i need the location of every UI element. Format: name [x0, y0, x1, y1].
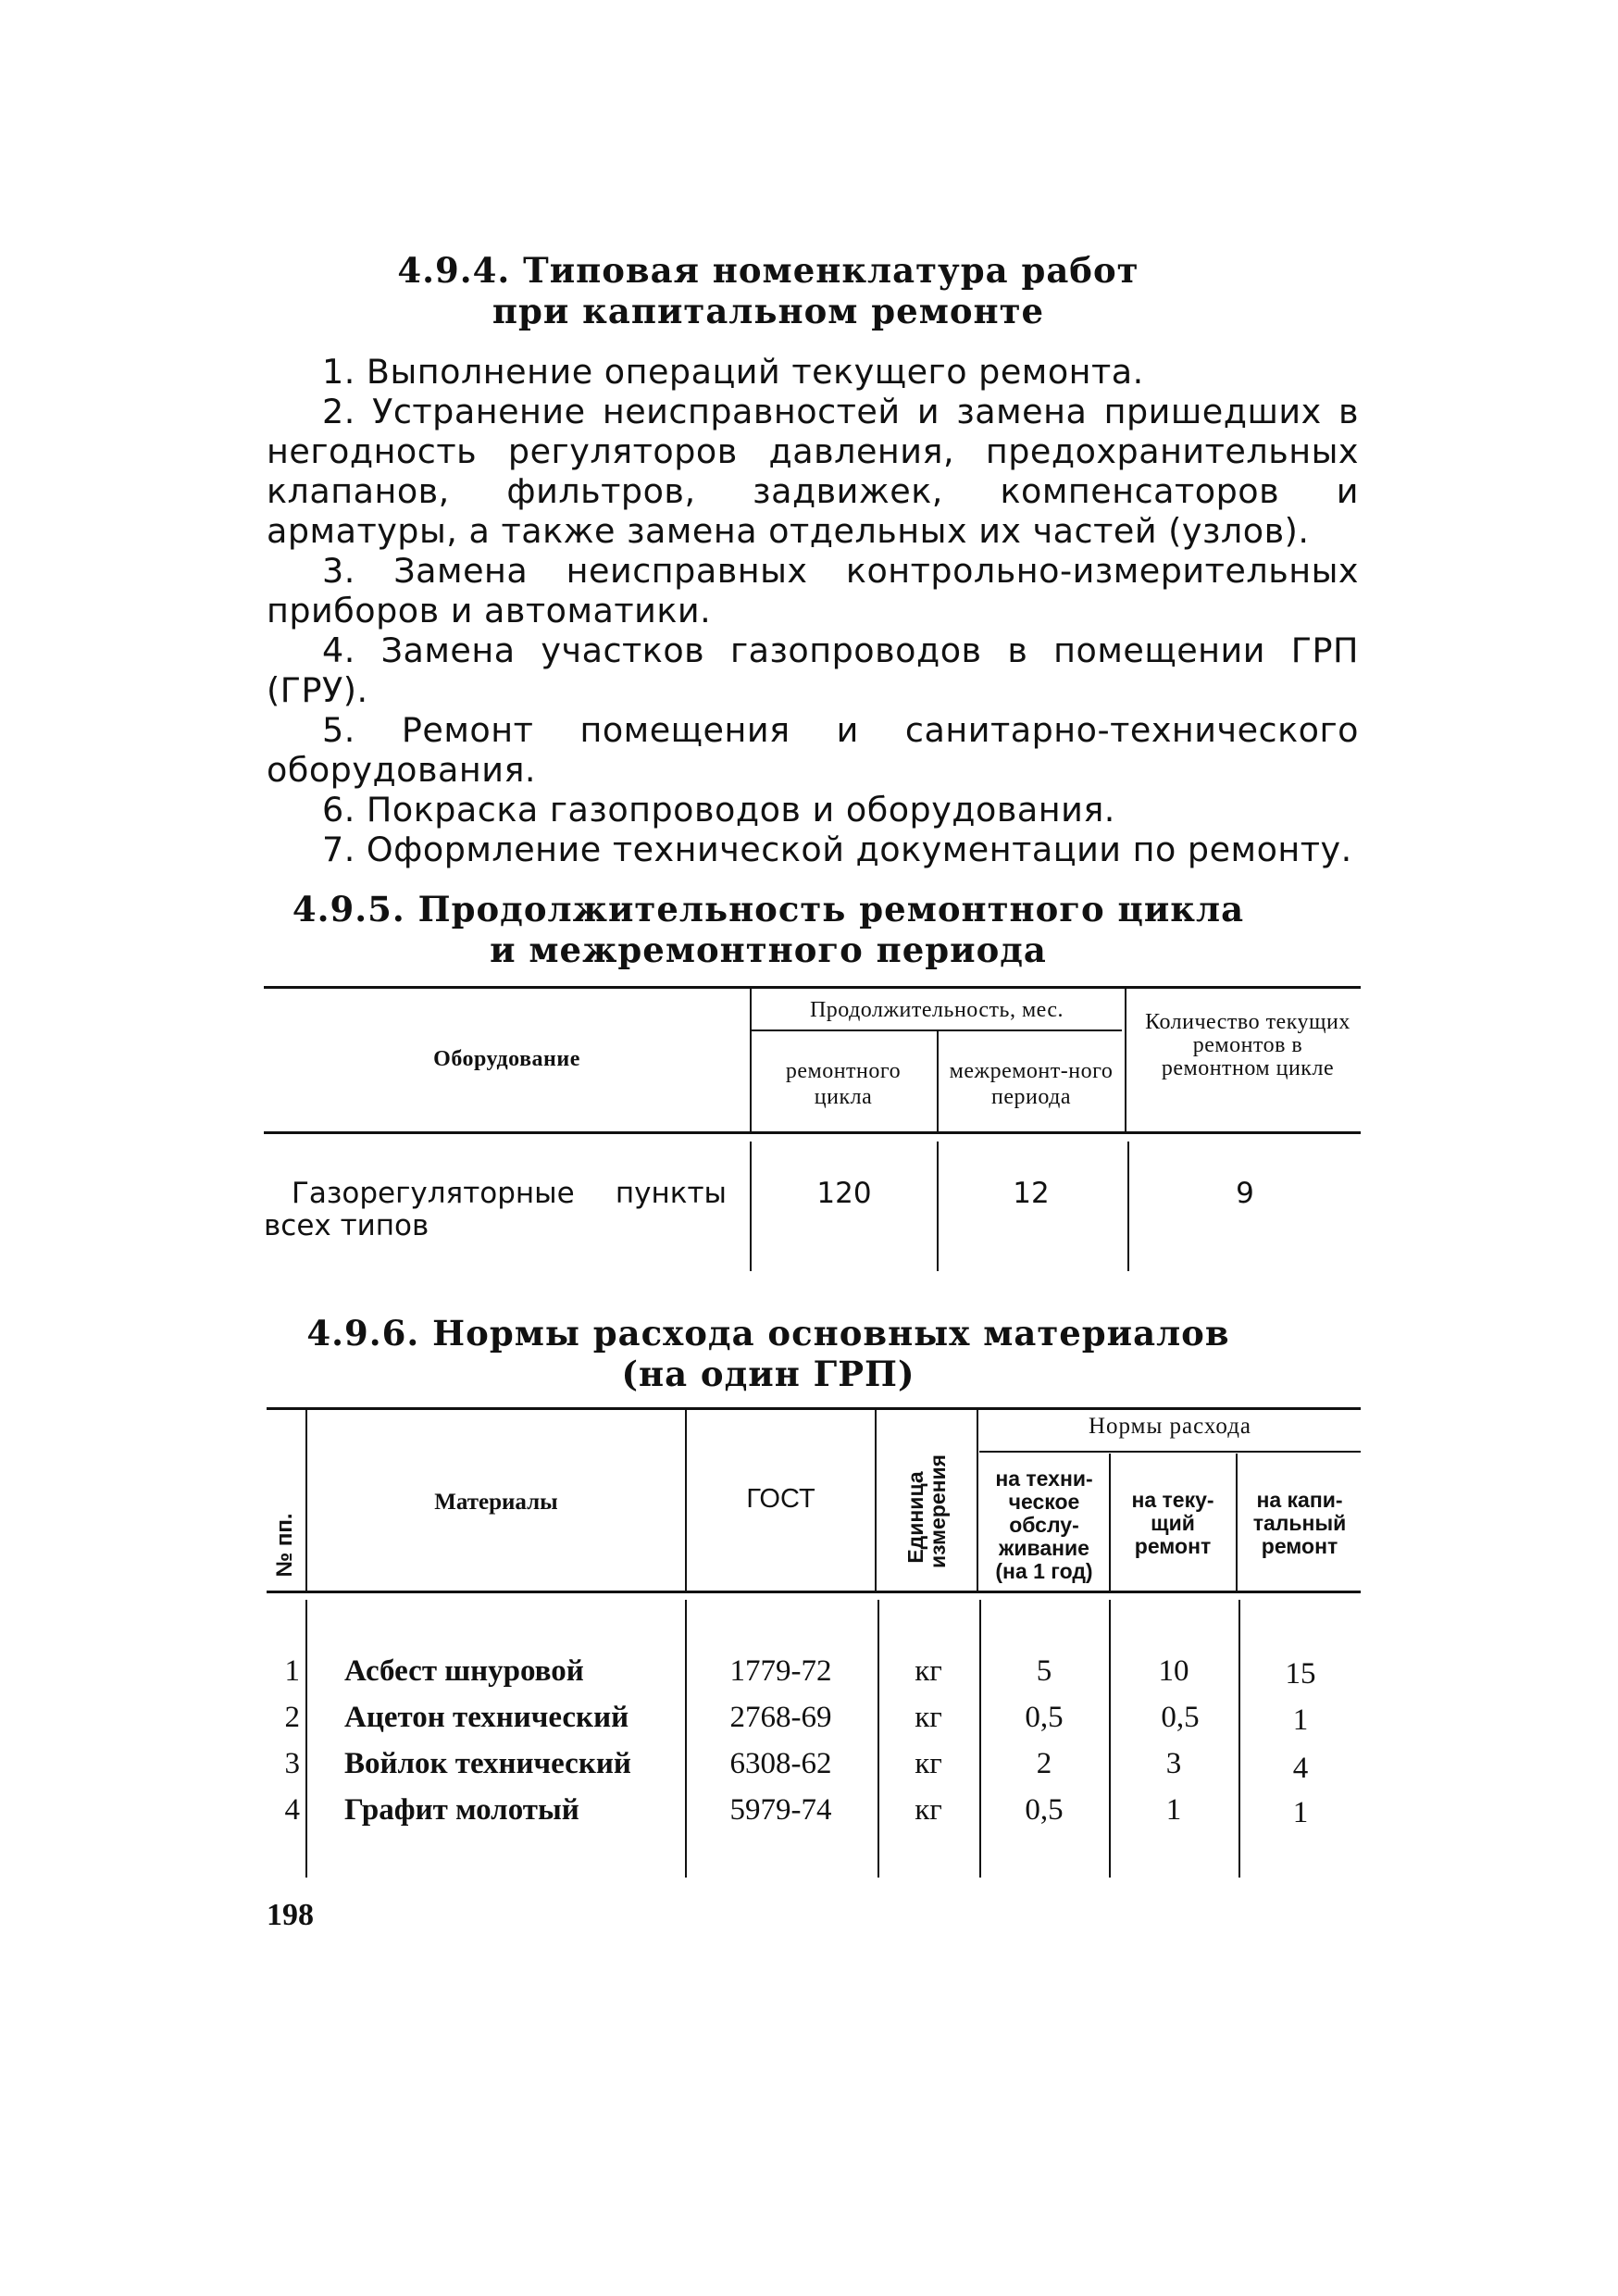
row-capital-repair: 15 — [1285, 1657, 1316, 1691]
row-gost: 1779-72 — [729, 1654, 832, 1688]
row-unit: кг — [915, 1793, 942, 1827]
header-cycle: ремонтного цикла — [785, 1059, 902, 1109]
list-item-6: 6. Покраска газопроводов и оборудования. — [322, 790, 1115, 830]
header-gost: ГОСТ — [746, 1484, 815, 1514]
section-495-title — [241, 889, 1296, 970]
section-494-list — [267, 352, 1359, 869]
table-col-rule — [875, 1409, 877, 1591]
table-col-rule — [937, 1030, 939, 1131]
header-unit — [904, 1448, 949, 1587]
row-count: 9 — [1236, 1177, 1254, 1210]
list-item-1: 1. Выполнение операций текущего ремонта. — [322, 352, 1144, 392]
table-rule-norms — [979, 1451, 1361, 1453]
section-495-title-line1: 4.9.5. Продолжительность ремонтного цикла — [292, 889, 1245, 930]
header-material: Материалы — [434, 1490, 558, 1515]
page-number: 198 — [267, 1898, 314, 1932]
table-rule-header — [264, 1131, 1361, 1134]
table-col-rule — [979, 1600, 981, 1878]
header-equipment: Оборудование — [433, 1047, 580, 1071]
row-maintenance: 0,5 — [1025, 1701, 1064, 1734]
section-494-title-line2: при капитальном ремонте — [492, 291, 1045, 331]
row-unit: кг — [915, 1654, 942, 1688]
row-current-repair: 0,5 — [1161, 1701, 1200, 1734]
header-count: Количество текущих ремонтов в ремонтном цикле — [1145, 1010, 1350, 1080]
list-item-7: 7. Оформление технической документации по ремонту. — [322, 830, 1352, 869]
header-norms: Нормы расхода — [1088, 1414, 1252, 1439]
table-col-rule — [877, 1600, 879, 1878]
row-period: 12 — [1013, 1177, 1050, 1210]
row-material: Асбест шнуровой — [344, 1654, 584, 1688]
section-496-title-line2: (на один ГРП) — [621, 1354, 915, 1394]
section-494-title — [241, 250, 1296, 331]
row-maintenance: 5 — [1036, 1654, 1052, 1688]
list-item-3: 3. Замена неисправных контрольно-измерительных приборов и автоматики. — [267, 551, 1359, 630]
row-no: 1 — [284, 1654, 300, 1688]
row-capital-repair: 1 — [1292, 1796, 1309, 1829]
table-col-rule — [685, 1600, 687, 1878]
header-current-repair: на теку-щий ремонт — [1131, 1488, 1214, 1558]
list-item-2: 2. Устранение неисправностей и замена пришедших в негодность регуляторов давления, предохранительных клапанов, фильтров, задвижек, компенсаторов и арматуры, а также замена отдельных их частей (узлов). — [267, 392, 1359, 551]
row-no: 3 — [284, 1747, 300, 1780]
row-gost: 6308-62 — [729, 1747, 832, 1780]
list-item-4: 4. Замена участков газопроводов в помещении ГРП (ГРУ). — [267, 630, 1359, 710]
section-496-title — [241, 1313, 1296, 1394]
table-rule-header — [267, 1591, 1361, 1593]
row-unit: кг — [915, 1747, 942, 1780]
table-col-rule — [305, 1600, 307, 1878]
row-gost: 5979-74 — [729, 1793, 832, 1827]
header-duration: Продолжительность, мес. — [809, 998, 1064, 1022]
row-current-repair: 3 — [1165, 1747, 1182, 1780]
row-cycle: 120 — [816, 1177, 872, 1210]
header-unit-text: Единица измерения — [903, 1454, 950, 1568]
row-current-repair: 1 — [1165, 1793, 1182, 1827]
row-current-repair: 10 — [1158, 1654, 1189, 1688]
list-item-5: 5. Ремонт помещения и санитарно-технического оборудования. — [267, 710, 1359, 790]
row-material: Графит молотый — [344, 1793, 579, 1827]
row-equipment-line2: всех типов — [264, 1209, 429, 1242]
row-maintenance: 0,5 — [1025, 1793, 1064, 1827]
header-no: № пп. — [272, 1513, 297, 1578]
header-maintenance: на техни-ческое обслу-живание (на 1 год) — [995, 1466, 1093, 1583]
row-capital-repair: 1 — [1292, 1703, 1309, 1737]
header-period: межремонт-ного периода — [949, 1059, 1114, 1109]
row-material: Войлок технический — [344, 1747, 631, 1780]
row-gost: 2768-69 — [729, 1701, 832, 1734]
section-495-title-line2: и межремонтного периода — [490, 930, 1047, 970]
table-col-rule — [1125, 988, 1126, 1131]
row-equipment-line1: Газорегуляторные пункты — [292, 1177, 727, 1210]
section-496-title-line1: 4.9.6. Нормы расхода основных материалов — [306, 1313, 1230, 1354]
table-col-rule — [1109, 1454, 1111, 1591]
table-col-rule — [1109, 1600, 1111, 1878]
header-capital-repair: на капи-тальный ремонт — [1252, 1488, 1347, 1558]
row-unit: кг — [915, 1701, 942, 1734]
table-col-rule — [977, 1409, 978, 1591]
row-equipment — [264, 1178, 727, 1242]
table-col-rule — [1236, 1454, 1238, 1591]
row-maintenance: 2 — [1036, 1747, 1052, 1780]
row-no: 2 — [284, 1701, 300, 1734]
section-494-title-line1: 4.9.4. Типовая номенклатура работ — [397, 250, 1139, 291]
row-no: 4 — [284, 1793, 300, 1827]
table-rule-top — [264, 986, 1361, 989]
row-material: Ацетон технический — [344, 1701, 629, 1734]
table-col-rule — [1238, 1600, 1240, 1878]
table-rule-top — [267, 1407, 1361, 1410]
row-capital-repair: 4 — [1292, 1752, 1309, 1785]
